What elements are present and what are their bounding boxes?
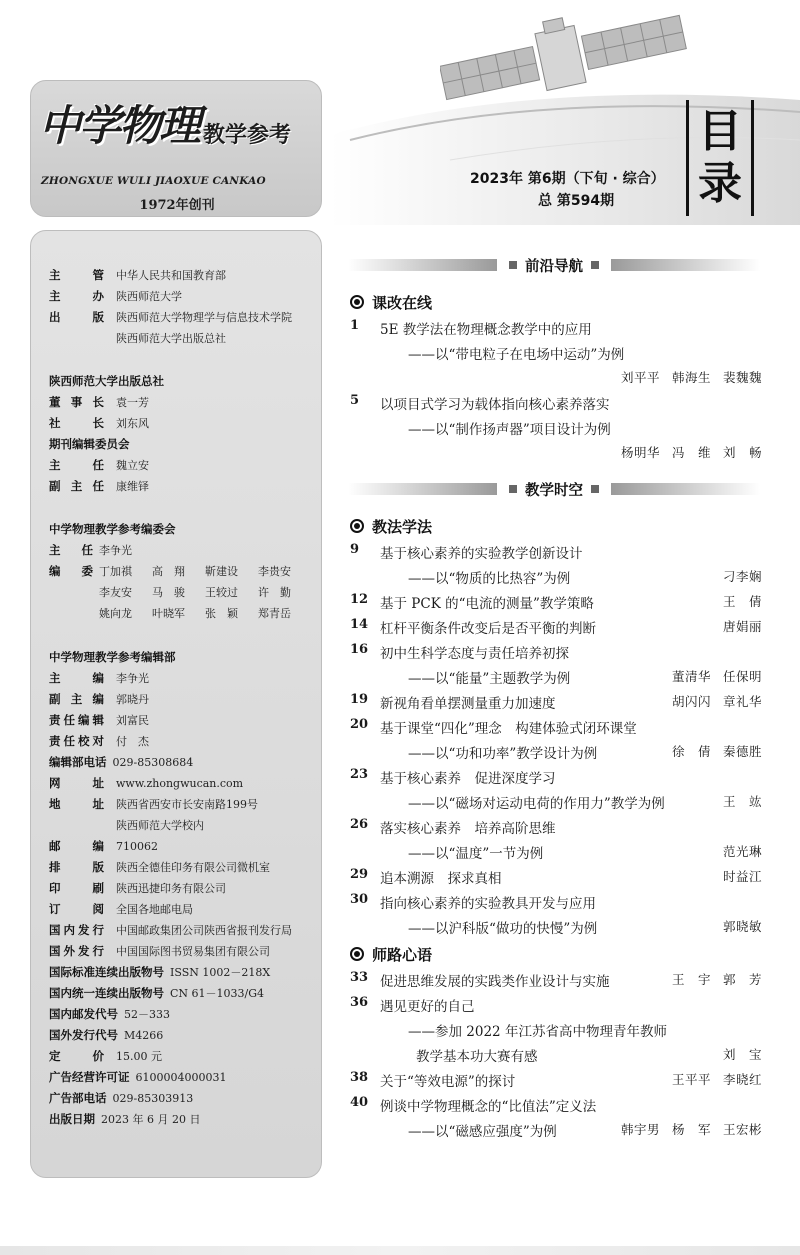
logo-title: 中学物理 <box>39 101 200 150</box>
section-banner-teaching: 教学时空 <box>348 478 760 500</box>
toc-entry[interactable]: 26 落实核心素养 培养高阶思维 <box>350 817 556 837</box>
toc-entry-sub: 教学基本功大赛有感 刘 宝 <box>416 1047 762 1065</box>
toc-entry[interactable]: 29 追本溯源 探求真相 时益江 <box>350 867 762 887</box>
toc-entry-sub: ——以“磁感应强度”为例 韩宇男 杨 军 王宏彬 <box>408 1122 762 1140</box>
category-curriculum-reform: 课改在线 <box>350 291 432 313</box>
toc-entry[interactable]: 38 关于“等效电源”的探讨 王平平 李晓红 <box>350 1070 762 1090</box>
info-president: 社长 刘东风 <box>49 416 149 430</box>
info-press-heading: 陕西师范大学出版总社 <box>49 374 164 388</box>
info-board-members: 编委 丁加祺 高 翔 靳建设 李贵安 <box>49 564 291 578</box>
toc-entry-sub: ——以沪科版“做功的快慢”为例 郭晓敏 <box>408 919 762 937</box>
bullet-icon <box>350 519 364 533</box>
info-printing: 印刷 陕西迅捷印务有限公司 <box>49 881 226 895</box>
toc-entry-sub: ——以“带电粒子在电场中运动”为例 <box>408 347 625 363</box>
info-board-members-3: 姚向龙 叶晓军 张 颖 郑青岳 <box>99 607 291 620</box>
toc-entry[interactable]: 30 指向核心素养的实验教具开发与应用 <box>350 892 596 912</box>
masthead <box>0 0 800 225</box>
toc-entry-sub: ——以“功和功率”教学设计为例 徐 倩 秦德胜 <box>408 744 762 762</box>
info-chief-editor: 主编 李争光 <box>49 671 149 685</box>
info-editorial-heading: 中学物理教学参考编辑部 <box>49 650 176 664</box>
info-board-members-2: 李友安 马 骏 王较过 许 勤 <box>99 586 291 599</box>
bullet-icon <box>350 947 364 961</box>
toc-entry[interactable]: 16 初中生科学态度与责任培养初探 <box>350 642 569 662</box>
info-host: 主办 陕西师范大学 <box>49 289 182 303</box>
bullet-icon <box>350 295 364 309</box>
toc-entry[interactable]: 14 杠杆平衡条件改变后是否平衡的判断 唐娟丽 <box>350 617 762 637</box>
page-bottom-strip <box>0 1246 800 1255</box>
info-ad-phone: 广告部电话 029-85303913 <box>49 1091 194 1105</box>
logo-pinyin: ZHONGXUE WULI JIAOXUE CANKAO <box>41 175 266 187</box>
toc-entry[interactable]: 9 基于核心素养的实验教学创新设计 <box>350 542 583 562</box>
journal-logo <box>30 80 322 217</box>
info-vice-director: 副主任 康维铎 <box>49 479 149 493</box>
info-foreign-dist: 国外发行 中国国际图书贸易集团有限公司 <box>49 944 270 958</box>
info-cn: 国内统一连续出版物号 CN 61－1033/G4 <box>49 986 265 1000</box>
issue-info: 2023年 第6期（下旬 · 综合） <box>470 171 665 187</box>
toc-entry[interactable]: 12 基于 PCK 的“电流的测量”教学策略 王 倩 <box>350 592 762 612</box>
info-address-2: 陕西师范大学校内 <box>116 819 204 832</box>
publication-info-panel <box>30 230 322 1178</box>
founded-year: 1972年创刊 <box>139 198 215 213</box>
info-post-code: 国内邮发代号 52－333 <box>49 1007 170 1021</box>
toc-entry-authors: 杨明华 冯 维 刘 畅 <box>620 445 762 460</box>
info-sponsor: 主管 中华人民共和国教育部 <box>49 268 226 282</box>
info-subscribe: 订阅 全国各地邮电局 <box>49 902 193 916</box>
info-domestic-dist: 国内发行 中国邮政集团公司陕西省报刊发行局 <box>49 923 292 937</box>
toc-entry[interactable]: 5 以项目式学习为载体指向核心素养落实 <box>350 393 610 413</box>
toc-heading-char-1: 目 <box>698 106 742 157</box>
satellite-graphic <box>440 0 690 110</box>
section-banner-frontier: 前沿导航 <box>348 254 760 276</box>
total-issue: 总 第594期 <box>538 193 615 209</box>
category-teacher-reflections: 师路心语 <box>350 943 432 965</box>
toc-entry-sub: ——以“制作扬声器”项目设计为例 <box>408 422 611 438</box>
info-resp-editor: 责任编辑 刘富民 <box>49 713 149 727</box>
info-chairman: 董事长 袁一芳 <box>49 395 149 409</box>
info-phone: 编辑部电话 029-85308684 <box>49 755 194 769</box>
info-pub-date: 出版日期 2023 年 6 月 20 日 <box>49 1112 201 1126</box>
category-teaching-methods: 教法学法 <box>350 515 432 537</box>
toc-entry[interactable]: 1 5E 教学法在物理概念教学中的应用 <box>350 318 592 338</box>
toc-entry[interactable]: 23 基于核心素养 促进深度学习 <box>350 767 556 787</box>
info-ad-license: 广告经营许可证 6100004000031 <box>49 1070 227 1084</box>
info-website: 网址 www.zhongwucan.com <box>49 776 244 790</box>
toc-heading <box>686 100 754 216</box>
info-postcode: 邮编 710062 <box>49 839 158 853</box>
logo-subtitle: 教学参考 <box>203 123 292 148</box>
toc-heading-char-2: 录 <box>698 158 742 209</box>
toc-entry[interactable]: 20 基于课堂“四化”理念 构建体验式闭环课堂 <box>350 717 637 737</box>
toc-entry[interactable]: 36 遇见更好的自己 <box>350 995 475 1015</box>
toc-entry-sub: ——以“能量”主题教学为例 董清华 任保明 <box>408 669 762 687</box>
info-typeset: 排版 陕西全德佳印务有限公司微机室 <box>49 860 270 874</box>
info-address: 地址 陕西省西安市长安南路199号 <box>49 797 258 811</box>
toc-entry-sub: ——以“磁场对运动电荷的作用力”教学为例 王 竑 <box>408 794 762 812</box>
toc-entry-sub: ——以“温度”一节为例 范光琳 <box>408 844 762 862</box>
toc-entry-authors: 刘平平 韩海生 裴魏魏 <box>620 370 762 385</box>
info-periodical-heading: 期刊编辑委员会 <box>49 437 130 451</box>
info-board-heading: 中学物理教学参考编委会 <box>49 522 176 536</box>
info-proofreader: 责任校对 付 杰 <box>49 734 149 748</box>
toc-entry[interactable]: 40 例谈中学物理概念的“比值法”定义法 <box>350 1095 597 1115</box>
toc-entry[interactable]: 33 促进思维发展的实践类作业设计与实施 王 宇 郭 芳 <box>350 970 762 990</box>
info-board-director: 主 任 李争光 <box>49 543 132 557</box>
info-publisher-2: 陕西师范大学出版总社 <box>116 332 226 345</box>
info-publisher: 出版 陕西师范大学物理学与信息技术学院 <box>49 310 292 324</box>
info-deputy-editor: 副主编 郭晓丹 <box>49 692 149 706</box>
toc-entry[interactable]: 19 新视角看单摆测量重力加速度 胡闪闪 章礼华 <box>350 692 762 712</box>
info-director: 主任 魏立安 <box>49 458 149 472</box>
info-issn: 国际标准连续出版物号 ISSN 1002－218X <box>49 965 271 979</box>
toc-entry-sub: ——参加 2022 年江苏省高中物理青年教师 <box>408 1024 667 1040</box>
info-price: 定价 15.00 元 <box>49 1049 162 1063</box>
toc-entry-sub: ——以“物质的比热容”为例 刁李娴 <box>408 569 762 587</box>
info-foreign-code: 国外发行代号 M4266 <box>49 1028 164 1042</box>
